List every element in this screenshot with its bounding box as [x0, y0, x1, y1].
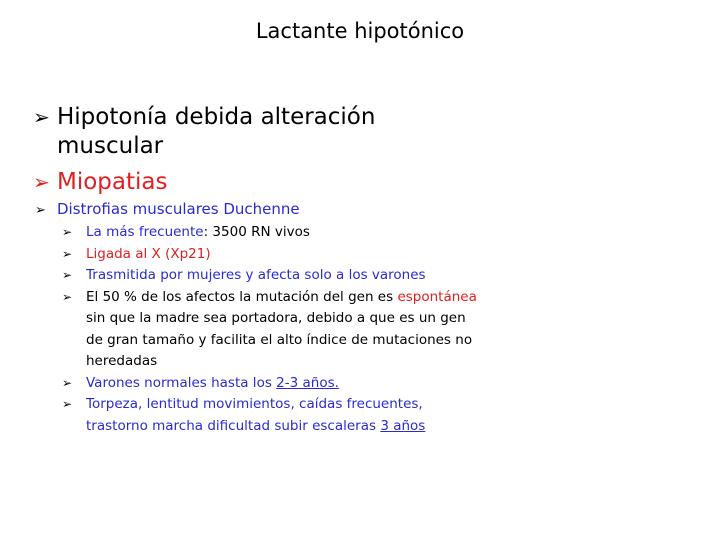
item-text: El 50 % de los afectos la mutación del gen es: [86, 288, 398, 305]
arrow-bullet-icon: ➢: [33, 105, 50, 129]
arrow-bullet-icon: ➢: [33, 170, 50, 194]
list-item: [62, 287, 482, 373]
item-link[interactable]: 3 años: [380, 417, 426, 434]
item-text: Trasmitida por mujeres y afecta solo a los varones: [86, 267, 426, 283]
slide-title: Lactante hipotónico: [255, 19, 465, 43]
arrow-bullet-icon: ➢: [62, 289, 73, 304]
arrow-bullet-icon: ➢: [62, 397, 73, 411]
duchenne-details-list: [62, 222, 482, 437]
bullet-distrofias: [35, 199, 300, 221]
list-item: [62, 265, 482, 287]
item-highlight: espontánea: [397, 288, 477, 305]
arrow-bullet-icon: ➢: [62, 225, 73, 239]
bullet-text: Miopatias: [57, 169, 168, 195]
list-item: [62, 244, 482, 266]
item-link[interactable]: 2-3 años.: [276, 374, 339, 391]
item-text: Ligada al X (Xp21): [86, 245, 211, 262]
bullet-miopatias: [33, 168, 168, 197]
bullet-text-continued: muscular: [57, 133, 164, 159]
bullet-text: Distrofias musculares Duchenne: [57, 200, 300, 218]
bullet-hipotonia: [33, 103, 375, 161]
item-text: Varones normales hasta los: [86, 374, 277, 391]
item-text: Torpeza, lentitud movimientos, caídas frecuentes, trastorno marcha dificultad subir escaleras: [86, 396, 423, 434]
arrow-bullet-icon: ➢: [62, 375, 73, 390]
arrow-bullet-icon: ➢: [35, 203, 46, 218]
item-text: : 3500 RN vivos: [203, 224, 310, 240]
item-highlight: La más frecuente: [86, 224, 204, 240]
arrow-bullet-icon: ➢: [62, 246, 73, 261]
arrow-bullet-icon: ➢: [62, 268, 73, 282]
list-item: [62, 222, 482, 244]
item-text-continued: sin que la madre sea portadora, debido a que es un gen de gran tamaño y facilita el alto índice de mutaciones no heredadas: [86, 310, 473, 369]
list-item: [62, 373, 482, 395]
list-item: [62, 394, 482, 437]
bullet-text: Hipotonía debida alteración: [57, 104, 376, 130]
